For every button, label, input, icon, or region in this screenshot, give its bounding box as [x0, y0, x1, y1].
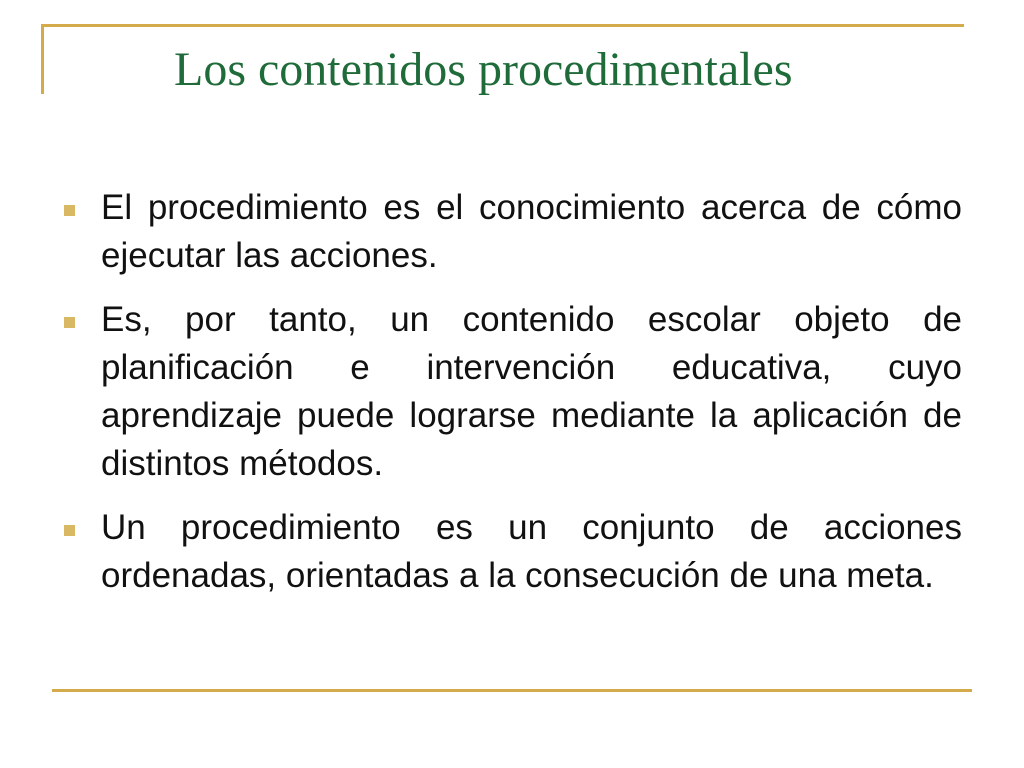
square-bullet-icon	[64, 205, 75, 216]
square-bullet-icon	[64, 317, 75, 328]
square-bullet-icon	[64, 525, 75, 536]
bullet-text: Es, por tanto, un contenido escolar objeto de planificación e intervención educativa, cuyo aprendizaje puede lograrse mediante la aplicación de distintos métodos.	[101, 300, 962, 483]
bullet-text: El procedimiento es el conocimiento acerca de cómo ejecutar las acciones.	[101, 188, 962, 275]
slide-title: Los contenidos procedimentales	[174, 43, 793, 96]
bullet-text: Un procedimiento es un conjunto de acciones ordenadas, orientadas a la consecución de una meta.	[101, 508, 962, 595]
bullet-item	[62, 296, 962, 488]
bullet-item	[62, 504, 962, 600]
bottom-accent-rule	[52, 689, 972, 692]
left-accent-rule	[41, 24, 44, 94]
bullet-item	[62, 184, 962, 280]
top-accent-rule	[44, 24, 964, 27]
bullet-list	[62, 184, 962, 616]
